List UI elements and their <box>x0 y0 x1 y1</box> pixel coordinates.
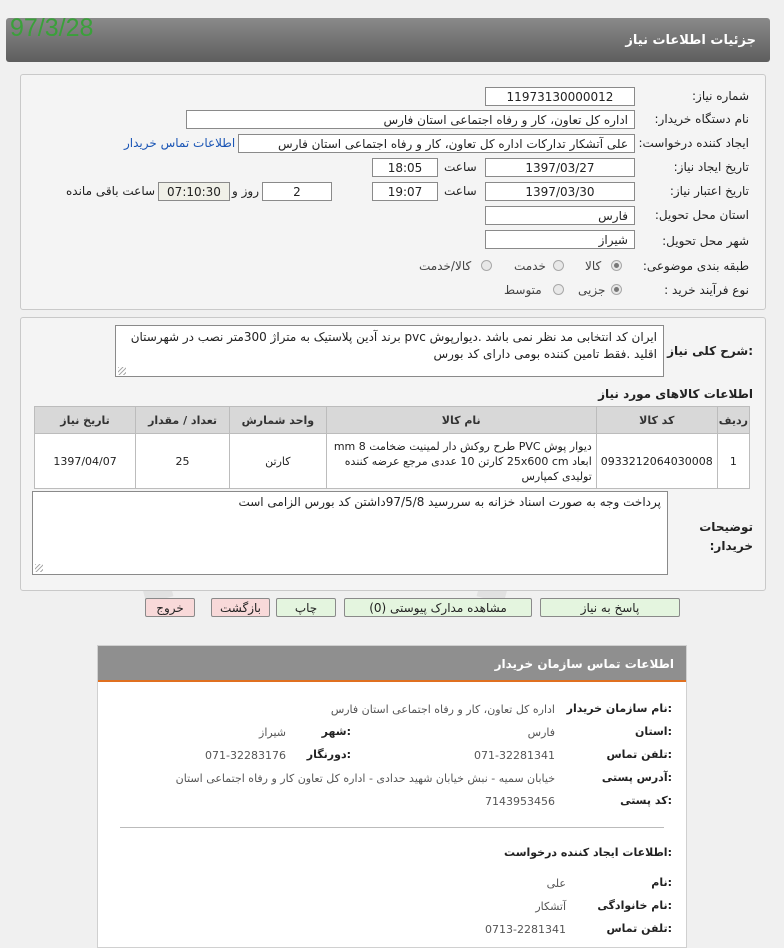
creator-first-name-value: علی <box>546 877 566 890</box>
goods-table <box>34 406 750 489</box>
summary-resize-grip[interactable] <box>118 367 126 375</box>
cell-quantity: 25 <box>136 434 230 489</box>
category-option-goods: کالا <box>585 259 602 273</box>
contact-city-value: شیراز <box>259 726 286 739</box>
category-option-goods-service: کالا/خدمت <box>419 259 472 273</box>
validity-date-field: 1397/03/30 <box>485 182 635 201</box>
contact-postal-value: 7143953456 <box>485 795 555 808</box>
print-button[interactable]: چاپ <box>276 598 336 617</box>
page-title: جزئیات اطلاعات نیاز <box>625 33 756 48</box>
contact-fax-value: 071-32283176 <box>205 749 286 762</box>
cell-row-number: 1 <box>717 434 749 489</box>
cell-goods-name: دیوار پوش PVC طرح روکش دار لمینیت ضخامت 8 mm ابعاد 25x600 cm کارتن 10 عددی مرجع عرضه کننده تولیدی کمپارس <box>326 434 596 489</box>
cell-goods-code: 0933212064030008 <box>596 434 717 489</box>
buyer-notes-textbox <box>32 491 668 575</box>
contact-phone-value: 071-32281341 <box>474 749 555 762</box>
col-header-date: تاریخ نیاز <box>35 407 136 434</box>
creator-phone-label: تلفن تماس: <box>606 922 672 935</box>
col-header-code: کد کالا <box>596 407 717 434</box>
days-remaining-field: 2 <box>262 182 332 201</box>
create-time-label: ساعت <box>444 160 477 174</box>
category-radio-goods[interactable] <box>611 260 622 271</box>
buyer-notes-text: پرداخت وجه به صورت اسناد خزانه به سررسید 97/5/8داشتن کد بورس الزامی است <box>238 495 661 509</box>
creator-last-name-label: نام خانوادگی: <box>597 899 672 912</box>
create-time-field: 18:05 <box>372 158 438 177</box>
reply-button[interactable]: پاسخ به نیاز <box>540 598 680 617</box>
contact-fax-label: دورنگار: <box>306 748 351 761</box>
contact-province-value: فارس <box>527 726 555 739</box>
validity-time-field: 19:07 <box>372 182 438 201</box>
summary-text: ایران کد انتخابی مد نظر نمی باشد .دیوارپوش pvc برند آدین پلاستیک به متراژ 300متر نصب در شهرستان اقلید .فقط تامین کننده بومی دارای کد بورس <box>130 330 657 361</box>
contact-box-title: اطلاعات تماس سازمان خریدار <box>494 657 674 671</box>
need-number-field: 11973130000012 <box>485 87 635 106</box>
contact-province-label: استان: <box>634 725 672 738</box>
contact-postal-label: کد پستی: <box>620 794 672 807</box>
contact-address-value: خیابان سمیه - نبش خیابان شهید حدادی - اداره کل تعاون کار و رفاه اجتماعی استان <box>175 772 555 785</box>
contact-city-label: شهر: <box>321 725 351 738</box>
col-header-unit: واحد شمارش <box>230 407 327 434</box>
category-radio-goods-service[interactable] <box>481 260 492 271</box>
creator-phone-value: 0713-2281341 <box>485 923 566 936</box>
cell-need-date: 1397/04/07 <box>35 434 136 489</box>
attachments-button[interactable]: مشاهده مدارک پیوستی (0) <box>344 598 532 617</box>
validity-date-label: تاریخ اعتبار نیاز: <box>669 184 749 198</box>
goods-table-header-row <box>35 407 750 434</box>
process-option-medium: متوسط <box>504 283 542 297</box>
goods-section-title: اطلاعات کالاهای مورد نیاز <box>598 387 753 401</box>
contact-org-value: اداره کل تعاون، کار و رفاه اجتماعی استان فارس <box>330 703 555 716</box>
category-label: طبقه بندی موضوعی: <box>642 259 749 273</box>
col-header-row: ردیف <box>717 407 749 434</box>
contact-divider <box>120 827 664 828</box>
buyer-contact-link[interactable]: اطلاعات تماس خریدار <box>124 136 236 150</box>
exit-button[interactable]: خروج <box>145 598 195 617</box>
contact-org-label: نام سازمان خریدار: <box>566 702 672 715</box>
process-option-minor: جزیی <box>578 283 606 297</box>
province-field: فارس <box>485 206 635 225</box>
create-date-field: 1397/03/27 <box>485 158 635 177</box>
province-label: استان محل تحویل: <box>654 208 749 222</box>
remaining-time-label: ساعت باقی مانده <box>66 184 156 198</box>
process-radio-medium[interactable] <box>553 284 564 295</box>
city-label: شهر محل تحویل: <box>662 234 749 248</box>
validity-time-label: ساعت <box>444 184 477 198</box>
summary-textbox <box>115 325 664 377</box>
watermark-date: 97/3/28 <box>10 14 94 42</box>
col-header-qty: تعداد / مقدار <box>136 407 230 434</box>
col-header-name: نام کالا <box>326 407 596 434</box>
contact-address-label: آدرس پستی: <box>601 771 672 784</box>
notes-resize-grip[interactable] <box>35 564 43 572</box>
category-option-service: خدمت <box>514 259 546 273</box>
cell-unit: کارتن <box>230 434 327 489</box>
creator-field: علی آتشکار تدارکات اداره کل تعاون، کار و رفاه اجتماعی استان فارس <box>238 134 635 153</box>
remaining-time-field: 07:10:30 <box>158 182 230 201</box>
back-button[interactable]: بازگشت <box>211 598 270 617</box>
buyer-org-field: اداره کل تعاون، کار و رفاه اجتماعی استان فارس <box>186 110 635 129</box>
contact-phone-label: تلفن تماس: <box>606 748 672 761</box>
process-label: نوع فرآیند خرید : <box>664 283 749 297</box>
table-row <box>35 434 750 489</box>
category-radio-service[interactable] <box>553 260 564 271</box>
buyer-notes-label: توضیحات خریدار: <box>699 520 753 553</box>
creator-first-name-label: نام: <box>651 876 672 889</box>
city-field: شیراز <box>485 230 635 249</box>
days-label: روز و <box>232 184 259 198</box>
buyer-org-label: نام دستگاه خریدار: <box>654 112 749 126</box>
creator-last-name-value: آتشکار <box>535 900 566 913</box>
process-radio-minor[interactable] <box>611 284 622 295</box>
creator-label: ایجاد کننده درخواست: <box>638 136 749 150</box>
buyer-contact-box <box>97 645 687 948</box>
page-header <box>6 18 770 62</box>
creator-info-title: اطلاعات ایجاد کننده درخواست: <box>504 846 672 859</box>
summary-label: شرح کلی نیاز: <box>667 344 753 358</box>
contact-box-header <box>98 646 686 682</box>
create-date-label: تاریخ ایجاد نیاز: <box>673 160 749 174</box>
need-number-label: شماره نیاز: <box>692 89 749 103</box>
